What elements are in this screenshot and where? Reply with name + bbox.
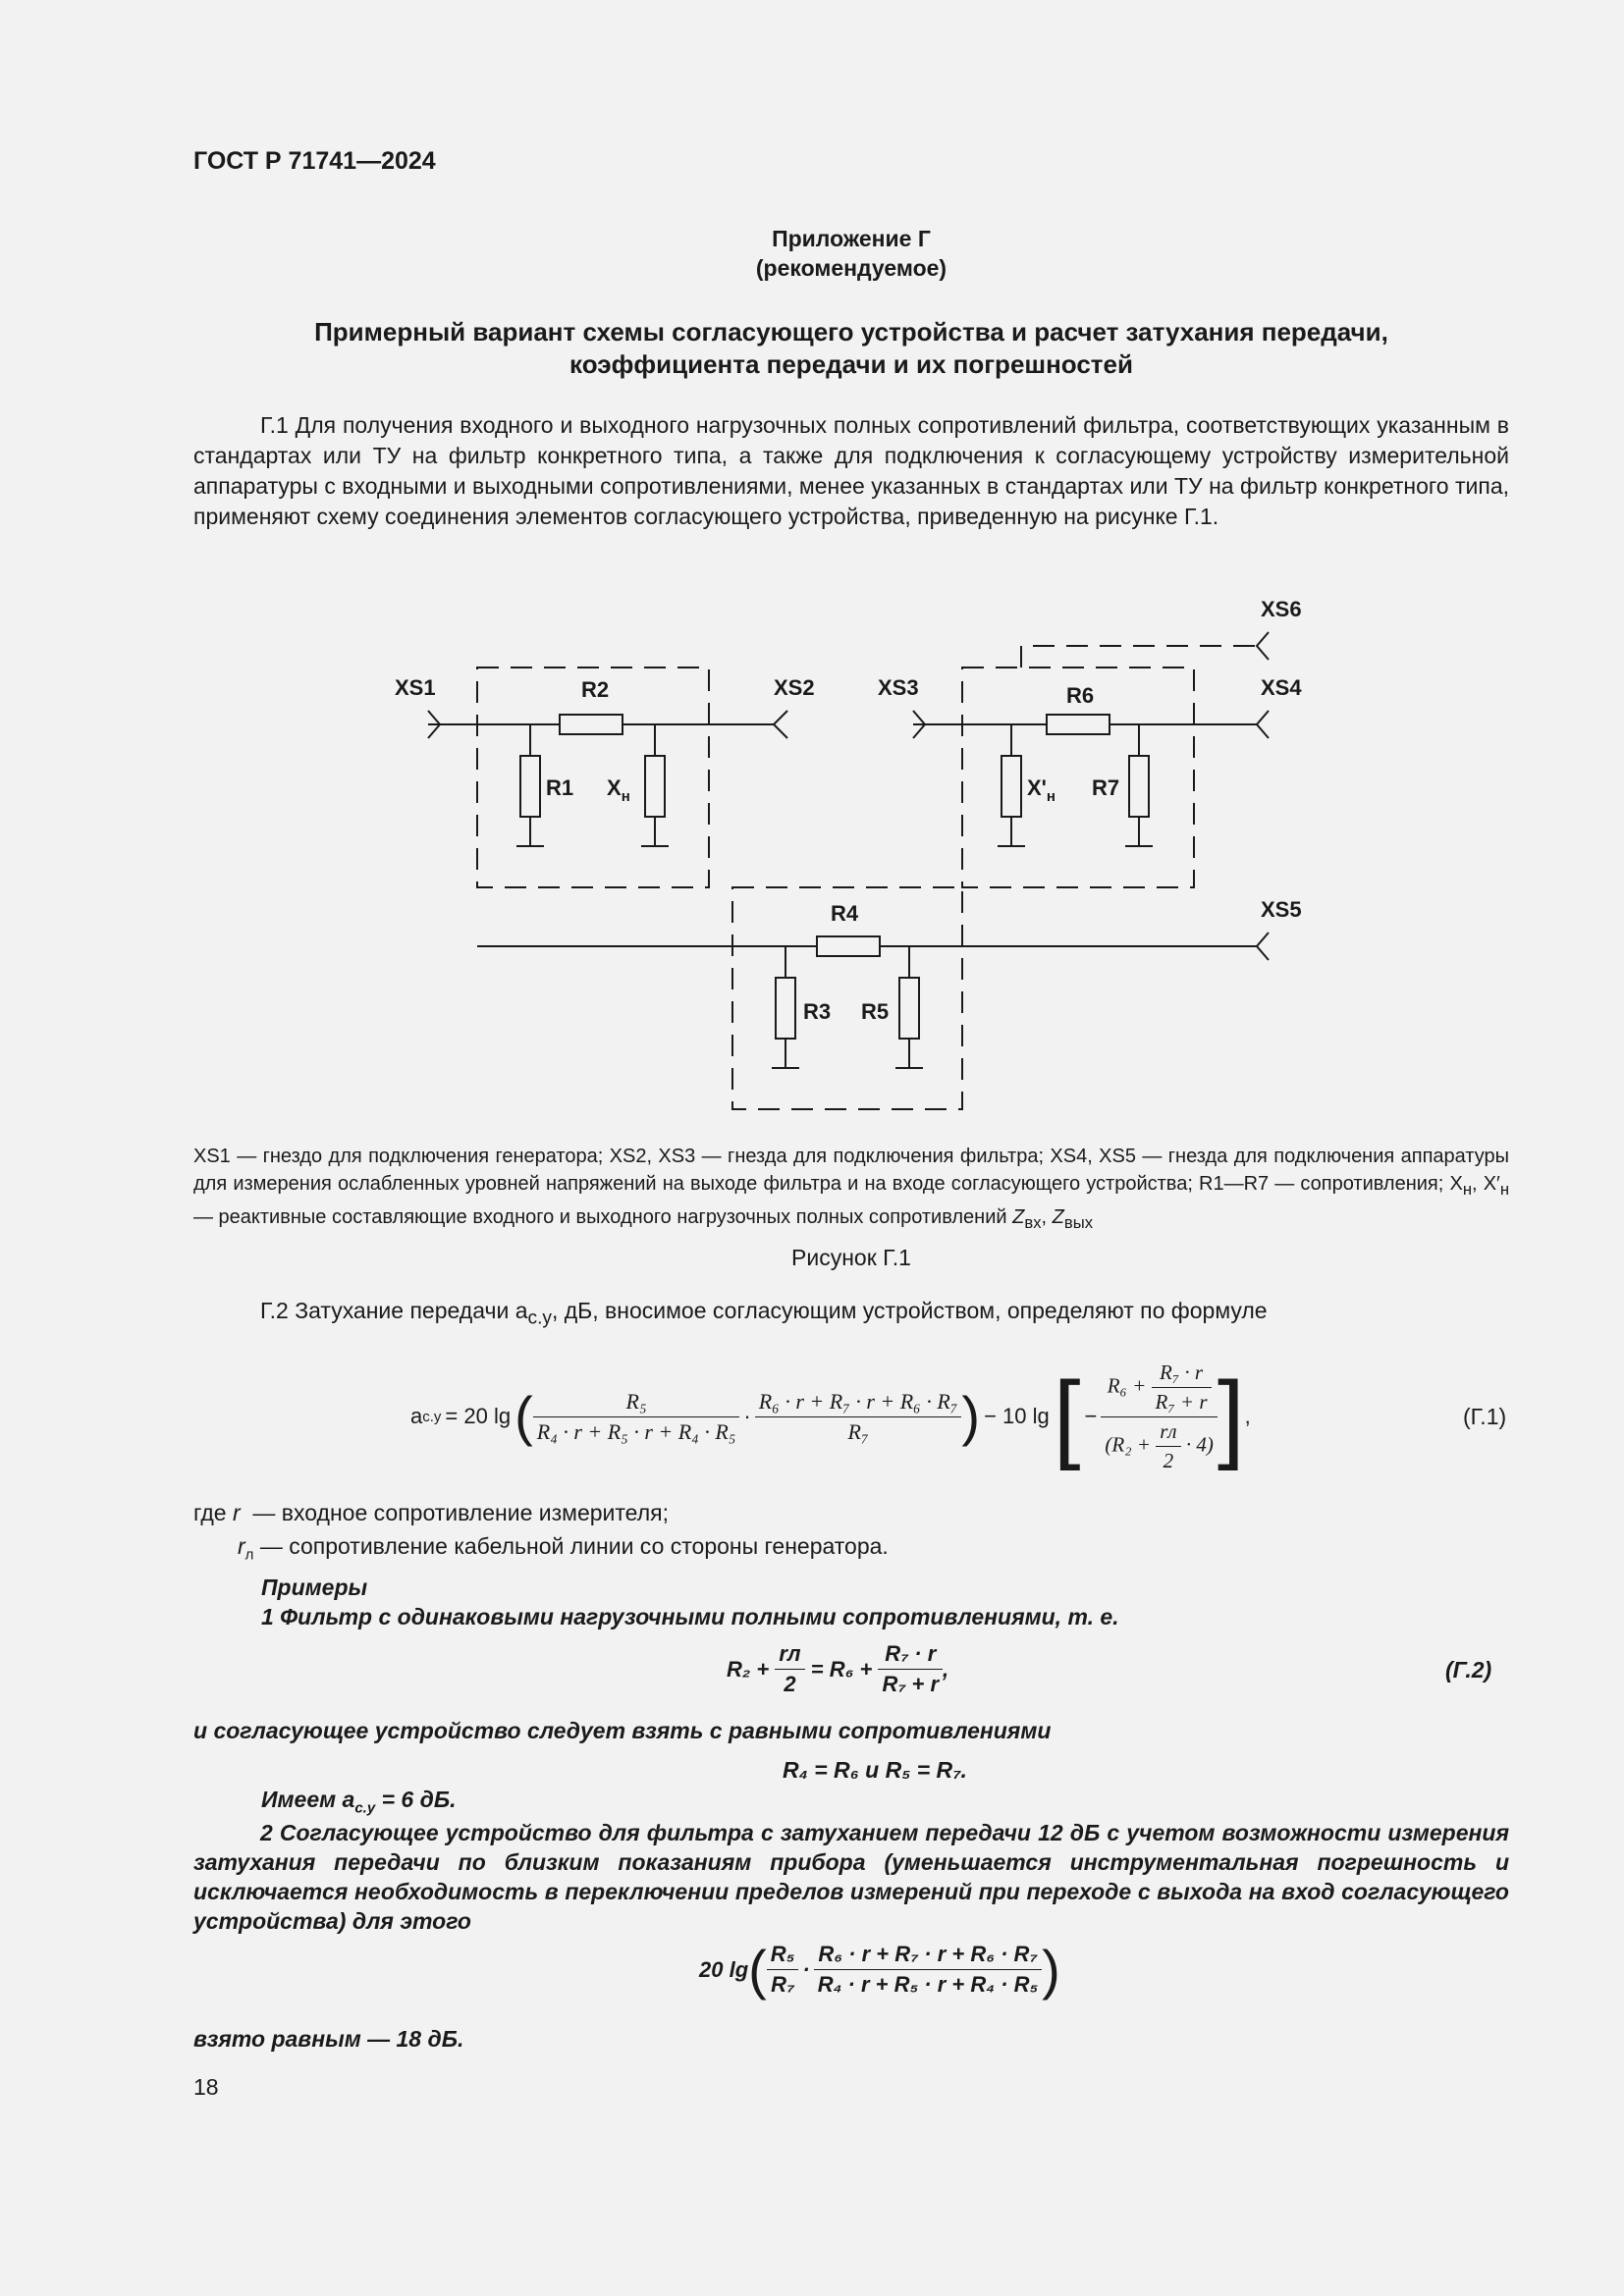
xs6-dashed-line (1021, 646, 1257, 667)
label-xn-prime: $X'_н$ (1027, 775, 1056, 805)
label-xs4: XS4 (1261, 675, 1302, 700)
formula-g1-number: (Г.1) (1463, 1404, 1507, 1429)
document-header: ГОСТ Р 71741—2024 (193, 147, 436, 175)
resistor-r7 (1129, 756, 1149, 817)
label-xs3: XS3 (878, 675, 919, 700)
appendix-label: Приложение Г (772, 226, 931, 251)
formula-g1: a с.у = 20 lg ( $\frac{\text{R₅}}{\text{R₄ · r + R₅ · r + R₄ · R₅}}$ · $\frac{\text{R₆ · r + R₇ · r + R₆ · R₇}}{\text{R₇}}$ ) − 10 lg [ − R₆ + $\frac{\text{R₇ · r}}{\text{R₇ + r}}$ (R₂ + $\frac{rл}{2}$ · 4) ] , (410, 1360, 1251, 1472)
examples-heading: Примеры (261, 1575, 368, 1600)
example-1-cont: и согласующее устройство следует взять с равными сопротивлениями (193, 1718, 1052, 1743)
label-xs6: XS6 (1261, 597, 1302, 621)
label-r4: R4 (831, 901, 859, 926)
resistor-r3 (776, 978, 795, 1039)
section-g2: Г.2 Затухание передачи $a_{с.у}$, дБ, вносимое согласующим устройством, определяют по формуле (260, 1298, 1268, 1329)
taken-equal: взято равным — 18 дБ. (193, 2026, 464, 2052)
label-xn: $X_н$ (607, 775, 630, 805)
intro-paragraph (193, 410, 1509, 532)
where-rl: $r_л$ — сопротивление кабельной линии со стороны генератора. (238, 1533, 889, 1564)
label-r1: R1 (546, 775, 574, 800)
connector-xs6 (1257, 632, 1269, 660)
have-value: Имеем $a_{с.у} = 6$ дБ. (261, 1787, 457, 1817)
appendix-title (193, 316, 1509, 381)
reactance-xn-prime (1001, 756, 1021, 817)
label-xs1: XS1 (395, 675, 436, 700)
label-xs5: XS5 (1261, 897, 1302, 922)
label-r2: R2 (581, 677, 610, 702)
resistor-r4 (817, 936, 880, 956)
intro-text: Г.1 Для получения входного и выходного нагрузочных полных сопротивлений фильтра, соответствующих указанным в стандартах или ТУ на фильтр конкретного типа, а также для подключения к согласующему устройству измерительной аппаратуры с входными и выходными сопротивлениями, менее указанных в стандартах или ТУ на фильтр конкретного типа, применяют схему соединения элементов согласующего устройства, приведенную на рисунке Г.1. (193, 412, 1509, 529)
title-line-2: коэффициента передачи и их погрешностей (569, 349, 1133, 379)
page-number: 18 (193, 2074, 219, 2100)
circuit-diagram (373, 589, 1302, 1119)
title-line-1: Примерный вариант схемы согласующего устройства и расчет затухания передачи, (314, 317, 1388, 347)
example-1: 1 Фильтр с одинаковыми нагрузочными полными сопротивлениями, т. е. (261, 1604, 1119, 1629)
resistor-r2 (560, 715, 623, 734)
figure-title: Рисунок Г.1 (791, 1245, 911, 1270)
label-r6: R6 (1066, 683, 1095, 708)
connector-xs4 (1257, 711, 1269, 738)
resistor-r1 (520, 756, 540, 817)
formula-g2: R₂ + $\frac{rл}{2}$ = R₆ + $\frac{\text{R₇ · r}}{\text{R₇ + r}}$ , (727, 1641, 949, 1696)
appendix-status: (рекомендуемое) (755, 255, 947, 281)
resistor-r5 (899, 978, 919, 1039)
formula-3: 20 lg ( $\frac{\text{R₅}}{\text{R₇}}$ · $\frac{\text{R₆ · r + R₇ · r + R₆ · R₇}}{\text{R₄ · r + R₅ · r + R₄ · R₅}}$ ) (699, 1938, 1060, 2001)
connector-xs2 (774, 711, 787, 738)
connector-xs5 (1257, 933, 1269, 960)
label-r3: R3 (803, 999, 832, 1024)
equality: R₄ = R₆ и R₅ = R₇. (783, 1757, 967, 1783)
resistor-r6 (1047, 715, 1110, 734)
label-r7: R7 (1092, 775, 1120, 800)
label-r5: R5 (861, 999, 890, 1024)
example-2: 2 Согласующее устройство для фильтра с затуханием передачи 12 дБ с учетом возможности измерения затухания передачи по близким показаниям прибора (уменьшается инструментальная погрешность и исключается необходимость в переключении пределов измерений при переходе с выхода на вход согласующего устройства) для этого (193, 1820, 1509, 1934)
figure-legend: XS1 — гнездо для подключения генератора; XS2, XS3 — гнезда для подключения фильтра; XS4, XS5 — гнезда для подключения аппаратуры для измерения ослабленных уровней напряжений на выходе фильтра и на входе согласующего устройства; R1—R7 — сопротивления; $X_н$, $X'_н$ — реактивные составляющие входного и выходного нагрузочных полных сопротивлений $Z_{вх}$, $Z_{вых}$ (193, 1146, 1510, 1232)
formula-g2-number: (Г.2) (1445, 1657, 1492, 1682)
where-r: где r — входное сопротивление измерителя; (193, 1500, 669, 1525)
reactance-xn (645, 756, 665, 817)
label-xs2: XS2 (774, 675, 815, 700)
